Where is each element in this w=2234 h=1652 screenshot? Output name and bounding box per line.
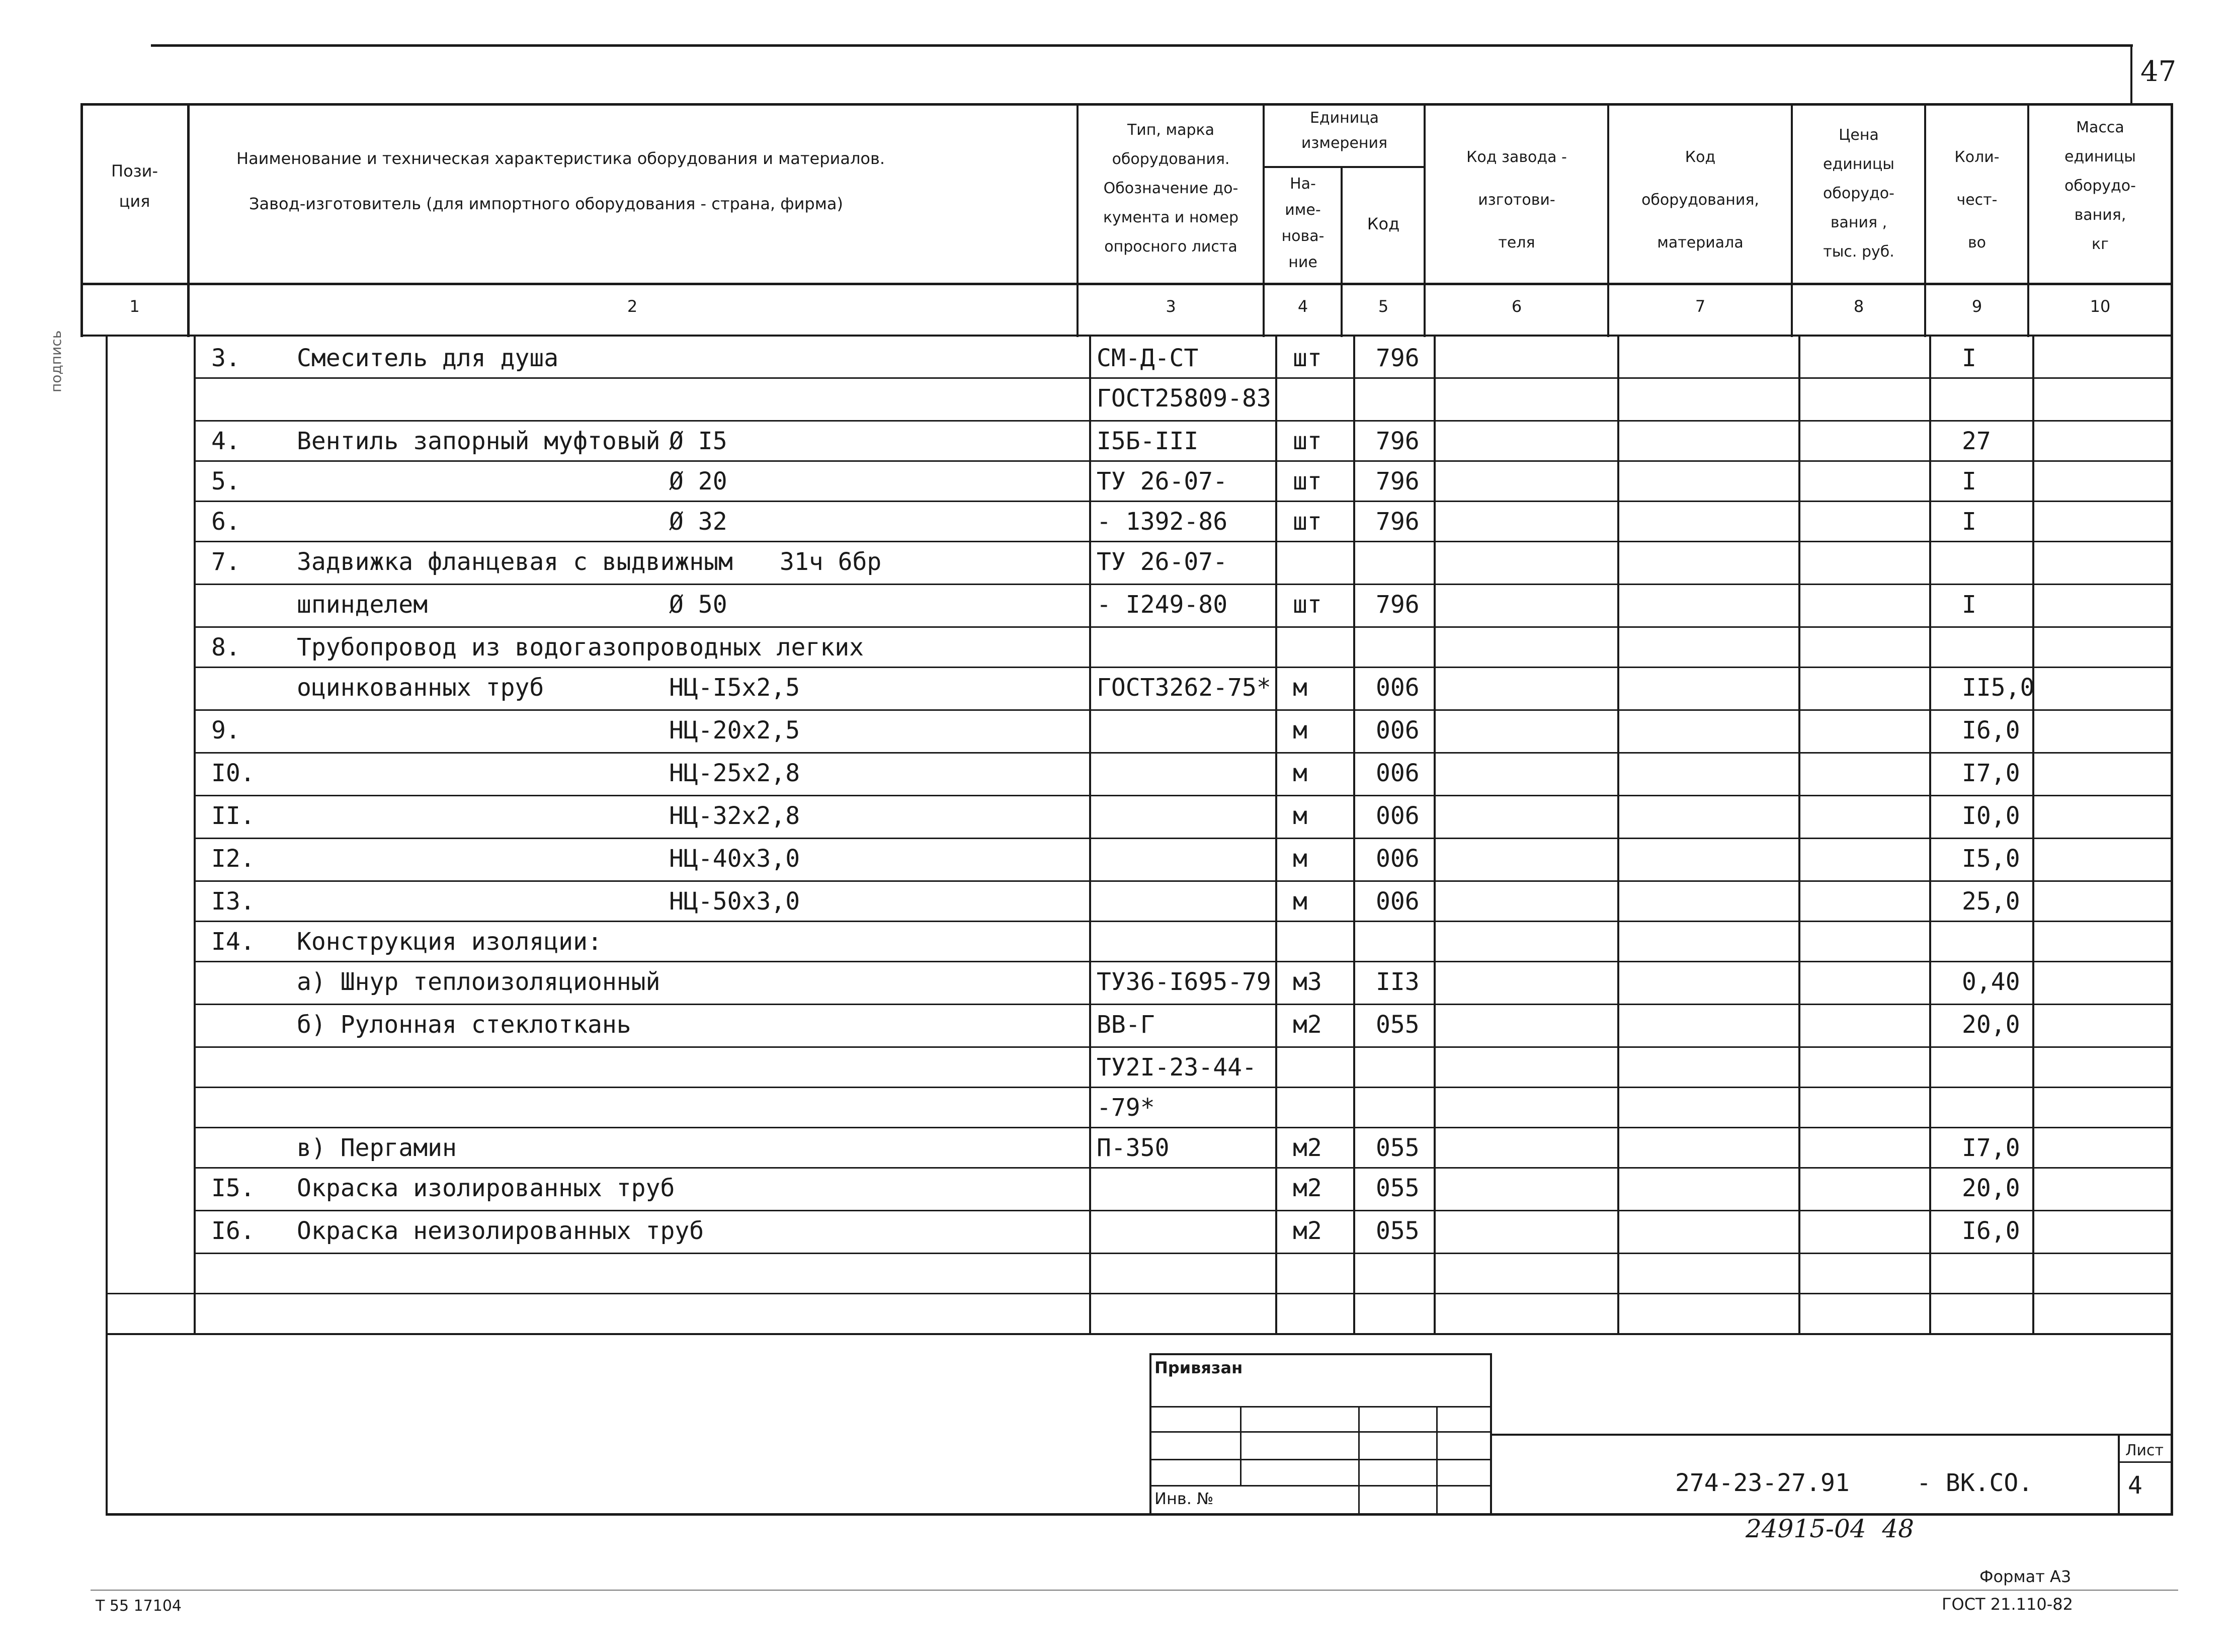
body-line-qty <box>2032 336 2034 1335</box>
row-separator <box>194 1004 2173 1005</box>
row-type: - I249-80 <box>1097 591 1228 619</box>
stamp-line-left <box>1149 1353 1151 1514</box>
header-col45: Единица измерения <box>1301 109 1388 152</box>
row-quantity: I6,0 <box>1962 716 2020 745</box>
row-quantity: I6,0 <box>1962 1217 2020 1245</box>
row-unit: м <box>1293 887 1307 916</box>
row-name-extra: Ø 50 <box>669 591 727 619</box>
top-border-line <box>151 44 2133 47</box>
colnum-bottom <box>80 335 2173 337</box>
stamp-vline-1 <box>1240 1406 1242 1486</box>
footer-line <box>91 1590 2178 1591</box>
colnum-9: 9 <box>1971 297 1982 316</box>
row-unit: шт <box>1293 427 1322 455</box>
row-separator <box>194 880 2173 882</box>
row-unit: шт <box>1293 508 1322 536</box>
row-name: Вентиль запорный муфтовый <box>297 427 660 455</box>
col-line-4 <box>1341 166 1343 337</box>
row-quantity: I7,0 <box>1962 1134 2020 1162</box>
row-position: 3. <box>211 344 240 372</box>
row-unit-code: 796 <box>1376 508 1420 536</box>
colnum-5: 5 <box>1378 297 1389 316</box>
row-name: Окраска неизолированных труб <box>297 1217 704 1245</box>
row-unit-code: 006 <box>1376 759 1420 787</box>
row-separator <box>194 752 2173 754</box>
unit-subheader-line <box>1263 166 1424 168</box>
header-col3: Тип, марка оборудования. Обозначение до- кумента и номер опросного листа <box>1103 121 1239 256</box>
row-unit-code: 006 <box>1376 845 1420 873</box>
header-bottom <box>80 283 2173 285</box>
row-type: ВВ-Г <box>1097 1011 1155 1039</box>
row-unit-code: 796 <box>1376 591 1420 619</box>
stamp-line-top <box>1149 1353 1492 1355</box>
row-unit-code: 006 <box>1376 887 1420 916</box>
body-line-name <box>1089 336 1091 1335</box>
stamp-privyazan: Привязан <box>1154 1358 1243 1377</box>
stamp-line-3 <box>1149 1431 1492 1433</box>
header-col2: Наименование и техническая характеристика оборудования и материалов. Завод-изготовитель (для импортного оборудования - страна, фирма) <box>236 149 885 213</box>
doc-code: 274-23-27.91 <box>1675 1469 1850 1497</box>
row-quantity: I <box>1962 508 1976 536</box>
row-unit: шт <box>1293 467 1322 495</box>
row-name-extra: НЦ-25x2,8 <box>669 759 800 787</box>
row-name-extra: Ø 32 <box>669 508 727 536</box>
row-unit-code: 796 <box>1376 344 1420 372</box>
footer-left-code: Т 55 17104 <box>96 1597 182 1615</box>
row-separator <box>106 1293 2173 1294</box>
row-unit-code: 006 <box>1376 802 1420 830</box>
row-unit: шт <box>1293 591 1322 619</box>
header-col7: Код оборудования, материала <box>1641 148 1759 252</box>
row-position: 8. <box>211 633 240 662</box>
row-name-extra: НЦ-50x3,0 <box>669 887 800 916</box>
row-separator <box>194 460 2173 462</box>
row-name: шпинделем <box>297 591 428 619</box>
col-line-9 <box>2027 103 2029 337</box>
row-unit: шт <box>1293 344 1322 372</box>
row-unit: м2 <box>1293 1134 1322 1162</box>
colnum-4: 4 <box>1297 297 1308 316</box>
stamp-line-4 <box>1149 1459 1492 1460</box>
row-separator <box>194 626 2173 628</box>
row-separator <box>194 1253 2173 1254</box>
header-col10: Масса единицы оборудо- вания, кг <box>2064 119 2136 253</box>
body-line-price <box>1929 336 1931 1335</box>
row-unit-code: 796 <box>1376 467 1420 495</box>
row-quantity: II5,0 <box>1962 674 2035 702</box>
row-quantity: I <box>1962 344 1976 372</box>
row-name-extra: НЦ-40x3,0 <box>669 845 800 873</box>
row-unit-code: II3 <box>1376 968 1420 996</box>
row-name: в) Пергамин <box>297 1134 457 1162</box>
row-unit: м <box>1293 759 1307 787</box>
row-quantity: I7,0 <box>1962 759 2020 787</box>
row-position: 9. <box>211 716 240 745</box>
row-position: I4. <box>211 928 255 956</box>
body-line-pos <box>194 336 196 1335</box>
colnum-3: 3 <box>1166 297 1176 316</box>
row-position: I5. <box>211 1174 255 1202</box>
row-quantity: I <box>1962 591 1976 619</box>
colnum-8: 8 <box>1853 297 1864 316</box>
sheet-label: Лист <box>2125 1442 2164 1459</box>
row-unit-code: 055 <box>1376 1134 1420 1162</box>
row-quantity: 27 <box>1962 427 1991 455</box>
stamp-vline-3 <box>1436 1406 1438 1514</box>
row-unit-code: 006 <box>1376 716 1420 745</box>
row-unit: м <box>1293 845 1307 873</box>
header-col5: Код <box>1367 214 1400 233</box>
row-separator <box>194 709 2173 711</box>
row-name-extra: 31ч 6бр <box>780 548 882 576</box>
col-line-5 <box>1424 103 1426 337</box>
row-name: б) Рулонная стеклоткань <box>297 1011 631 1039</box>
row-type: ТУ 26-07- <box>1097 548 1228 576</box>
body-line-plant <box>1617 336 1619 1335</box>
col-line-3 <box>1263 103 1265 337</box>
table-top <box>80 103 2173 106</box>
row-type: П-350 <box>1097 1134 1170 1162</box>
row-separator <box>194 838 2173 839</box>
col-line-10 <box>2171 103 2173 1514</box>
row-position: I0. <box>211 759 255 787</box>
header-col8: Цена единицы оборудо- вания , тыс. руб. <box>1823 126 1894 261</box>
row-quantity: I5,0 <box>1962 845 2020 873</box>
row-unit-code: 055 <box>1376 1217 1420 1245</box>
row-separator <box>194 667 2173 668</box>
row-unit: м3 <box>1293 968 1322 996</box>
row-name-extra: НЦ-I5x2,5 <box>669 674 800 702</box>
corner-page-number: 47 <box>2140 55 2177 88</box>
row-position: I3. <box>211 887 255 916</box>
col-line-8 <box>1924 103 1926 337</box>
row-type: ГОСТ25809-83 <box>1097 384 1271 412</box>
row-position: 7. <box>211 548 240 576</box>
body-line-unit <box>1353 336 1355 1335</box>
stamp-vline-2 <box>1358 1406 1360 1514</box>
stamp-line-5 <box>1149 1485 1492 1486</box>
row-name: Трубопровод из водогазопроводных легких <box>297 633 864 662</box>
row-position: 5. <box>211 467 240 495</box>
row-type: ТУ 26-07- <box>1097 467 1228 495</box>
doc-block-top <box>1490 1434 2172 1436</box>
row-name: Конструкция изоляции: <box>297 928 602 956</box>
col-line-7 <box>1791 103 1793 337</box>
handwritten-archive-number: 24915-04 48 <box>1746 1514 1914 1543</box>
row-separator <box>194 1087 2173 1088</box>
header-col9: Коли- чест- во <box>1954 148 2000 252</box>
colnum-6: 6 <box>1511 297 1522 316</box>
row-position: 6. <box>211 508 240 536</box>
footer-gost: ГОСТ 21.110-82 <box>1942 1595 2073 1614</box>
row-unit-code: 796 <box>1376 427 1420 455</box>
row-unit-code: 006 <box>1376 674 1420 702</box>
body-line-left <box>106 336 108 1516</box>
stamp-inv-no: Инв. № <box>1154 1489 1214 1508</box>
row-separator <box>194 961 2173 962</box>
row-unit-code: 055 <box>1376 1174 1420 1202</box>
colnum-10: 10 <box>2090 297 2111 316</box>
row-separator <box>194 795 2173 796</box>
row-position: II. <box>211 802 255 830</box>
row-name: Задвижка фланцевая с выдвижным <box>297 548 733 576</box>
sheet-number: 4 <box>2128 1471 2142 1500</box>
row-separator <box>194 1127 2173 1128</box>
row-separator <box>194 420 2173 422</box>
row-name: оцинкованных труб <box>297 674 544 702</box>
row-name-extra: НЦ-32x2,8 <box>669 802 800 830</box>
colnum-7: 7 <box>1695 297 1706 316</box>
colnum-2: 2 <box>627 297 638 316</box>
row-separator <box>194 1210 2173 1211</box>
row-type: -79* <box>1097 1094 1155 1122</box>
row-separator <box>194 921 2173 922</box>
row-unit-code: 055 <box>1376 1011 1420 1039</box>
row-quantity: 25,0 <box>1962 887 2020 916</box>
col-line-6 <box>1607 103 1609 337</box>
body-line-equip <box>1798 336 1800 1335</box>
row-position: I6. <box>211 1217 255 1245</box>
row-unit: м <box>1293 716 1307 745</box>
row-separator <box>194 377 2173 379</box>
row-quantity: I <box>1962 467 1976 495</box>
row-name-extra: НЦ-20x2,5 <box>669 716 800 745</box>
col-line-2 <box>1077 103 1079 337</box>
row-name-extra: Ø 20 <box>669 467 727 495</box>
row-separator <box>194 584 2173 585</box>
row-separator <box>194 1167 2173 1169</box>
header-col1: Пози- ция <box>111 161 158 211</box>
side-text: подпись <box>48 330 64 392</box>
row-separator <box>194 501 2173 502</box>
row-quantity: I0,0 <box>1962 802 2020 830</box>
row-unit: м2 <box>1293 1174 1322 1202</box>
body-line-type <box>1275 336 1277 1335</box>
row-type: ГОСТ3262-75* <box>1097 674 1271 702</box>
sheet-block-mid <box>2118 1461 2172 1463</box>
row-type: - 1392-86 <box>1097 508 1228 536</box>
row-separator <box>194 541 2173 542</box>
header-col6: Код завода - изготови- теля <box>1466 148 1567 252</box>
table-bottom <box>106 1333 2173 1335</box>
row-position: 4. <box>211 427 240 455</box>
row-unit: м <box>1293 802 1307 830</box>
row-separator <box>194 1046 2173 1048</box>
corner-line <box>2130 45 2132 106</box>
row-unit: м2 <box>1293 1217 1322 1245</box>
row-type: I5Б-III <box>1097 427 1199 455</box>
row-quantity: 20,0 <box>1962 1011 2020 1039</box>
row-name: Смеситель для душа <box>297 344 559 372</box>
row-type: ТУ2I-23-44- <box>1097 1053 1257 1082</box>
footer-format: Формат А3 <box>1979 1567 2072 1586</box>
row-type: СМ-Д-СТ <box>1097 344 1199 372</box>
doc-suffix: - ВК.СО. <box>1917 1469 2033 1497</box>
row-position: I2. <box>211 845 255 873</box>
row-name: а) Шнур теплоизоляционный <box>297 968 660 996</box>
body-line-code <box>1434 336 1436 1335</box>
stamp-line-2 <box>1149 1406 1492 1408</box>
row-name-extra: Ø I5 <box>669 427 727 455</box>
row-quantity: 0,40 <box>1962 968 2020 996</box>
row-unit: м <box>1293 674 1307 702</box>
header-col4: На- име- нова- ние <box>1281 175 1325 271</box>
row-unit: м2 <box>1293 1011 1322 1039</box>
row-quantity: 20,0 <box>1962 1174 2020 1202</box>
colnum-1: 1 <box>129 297 140 316</box>
sheet-block-left <box>2118 1434 2120 1514</box>
row-type: ТУ36-I695-79 <box>1097 968 1271 996</box>
row-name: Окраска изолированных труб <box>297 1174 675 1202</box>
